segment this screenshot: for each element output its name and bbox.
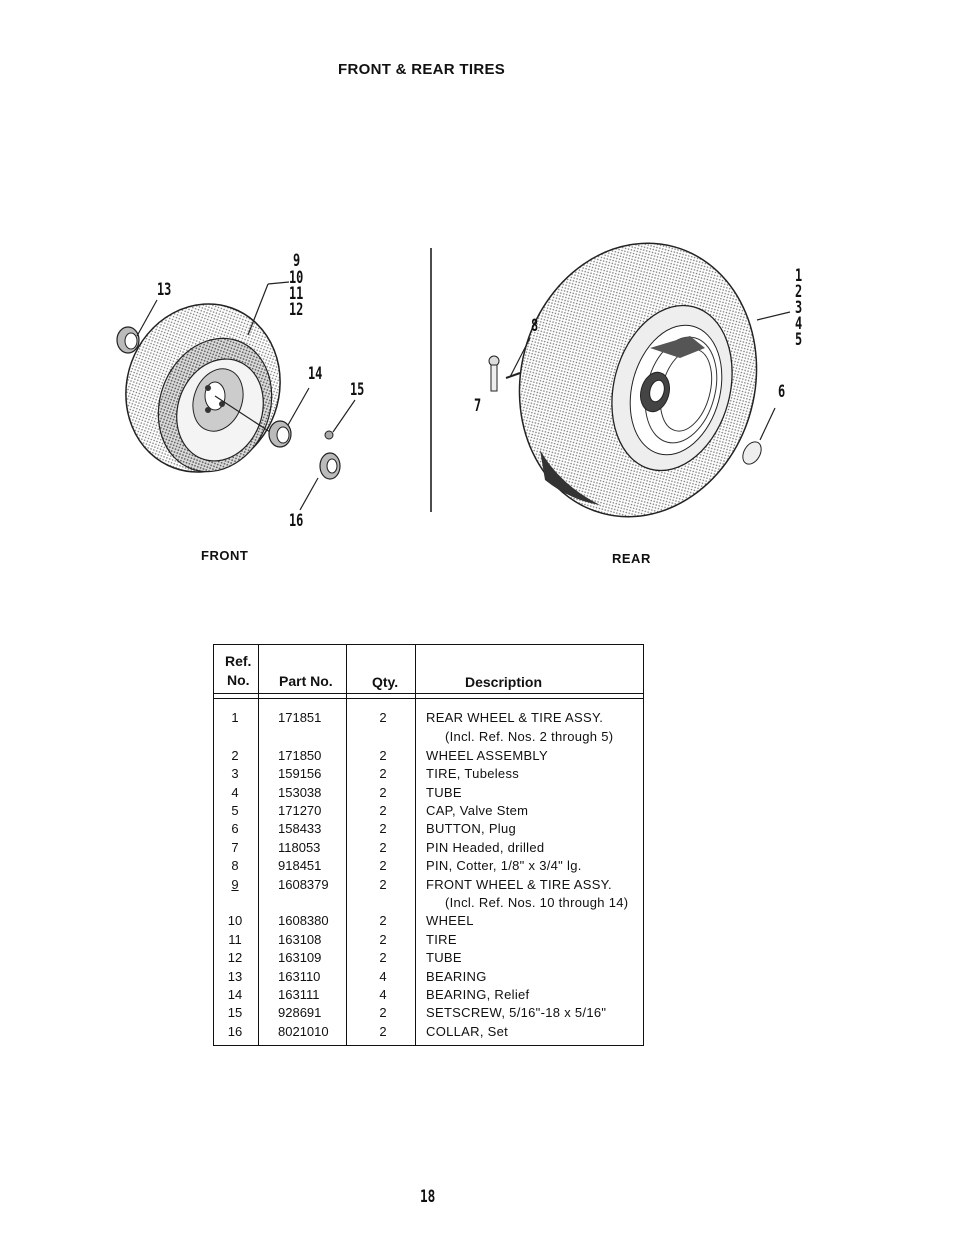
callout-16: 16 (289, 511, 304, 531)
callout-11: 11 (289, 284, 304, 304)
setscrew-part (325, 431, 333, 439)
callout-5: 5 (795, 330, 803, 350)
header-ref-line1: Ref. (225, 653, 252, 669)
table-row: 16 8021010 2 COLLAR, Set (227, 1024, 509, 1039)
table-row: 3 159156 2 TIRE, Tubeless (231, 766, 520, 781)
table-row: 9 1608379 2 FRONT WHEEL & TIRE ASSY. (231, 877, 612, 892)
callout-15: 15 (350, 380, 365, 400)
header-part-no: Part No. (279, 673, 333, 689)
callout-8: 8 (531, 316, 539, 336)
header-description: Description (465, 674, 543, 690)
front-wheel (103, 282, 304, 494)
callout-4: 4 (795, 314, 803, 334)
callout-7: 7 (474, 396, 482, 416)
headed-pin-part (489, 356, 520, 391)
callout-6: 6 (778, 382, 786, 402)
table-row: 10 1608380 2 WHEEL (227, 913, 474, 928)
table-row: (Incl. Ref. Nos. 10 through 14) (445, 895, 629, 910)
tire-diagram (0, 240, 954, 540)
page-number: 18 (420, 1187, 436, 1207)
rear-caption: REAR (612, 551, 651, 566)
table-row: 1 171851 2 REAR WHEEL & TIRE ASSY. (231, 710, 604, 725)
table-row: 11 163108 2 TIRE (228, 932, 457, 947)
header-ref-line2: No. (227, 672, 250, 688)
callout-12: 12 (289, 300, 304, 320)
table-row: 6 158433 2 BUTTON, Plug (231, 821, 517, 836)
rear-wheel (489, 240, 786, 540)
callout-10: 10 (289, 268, 304, 288)
table-row: 14 163111 4 BEARING, Relief (227, 987, 530, 1002)
callout-1: 1 (795, 266, 803, 286)
table-row: (Incl. Ref. Nos. 2 through 5) (445, 729, 614, 744)
parts-table (213, 644, 644, 1046)
callout-14: 14 (308, 364, 323, 384)
page-title: FRONT & REAR TIRES (338, 61, 506, 78)
callout-2: 2 (795, 282, 803, 302)
callout-9: 9 (293, 251, 301, 271)
table-row: 13 163110 4 BEARING (227, 969, 487, 984)
callout-13: 13 (157, 280, 172, 300)
table-row: 2 171850 2 WHEEL ASSEMBLY (231, 748, 548, 763)
table-row: 4 153038 2 TUBE (231, 785, 462, 800)
callout-3: 3 (795, 298, 803, 318)
header-qty: Qty. (372, 674, 399, 690)
table-row: 12 163109 2 TUBE (227, 950, 462, 965)
set-collar-part (320, 453, 340, 479)
front-caption: FRONT (201, 548, 249, 563)
table-row: 5 171270 2 CAP, Valve Stem (231, 803, 529, 818)
table-row: 7 118053 2 PIN Headed, drilled (231, 840, 545, 855)
plug-button-part (739, 439, 765, 468)
table-row: 8 918451 2 PIN, Cotter, 1/8" x 3/4" lg. (231, 858, 582, 873)
table-row: 15 928691 2 SETSCREW, 5/16"-18 x 5/16" (227, 1005, 607, 1020)
